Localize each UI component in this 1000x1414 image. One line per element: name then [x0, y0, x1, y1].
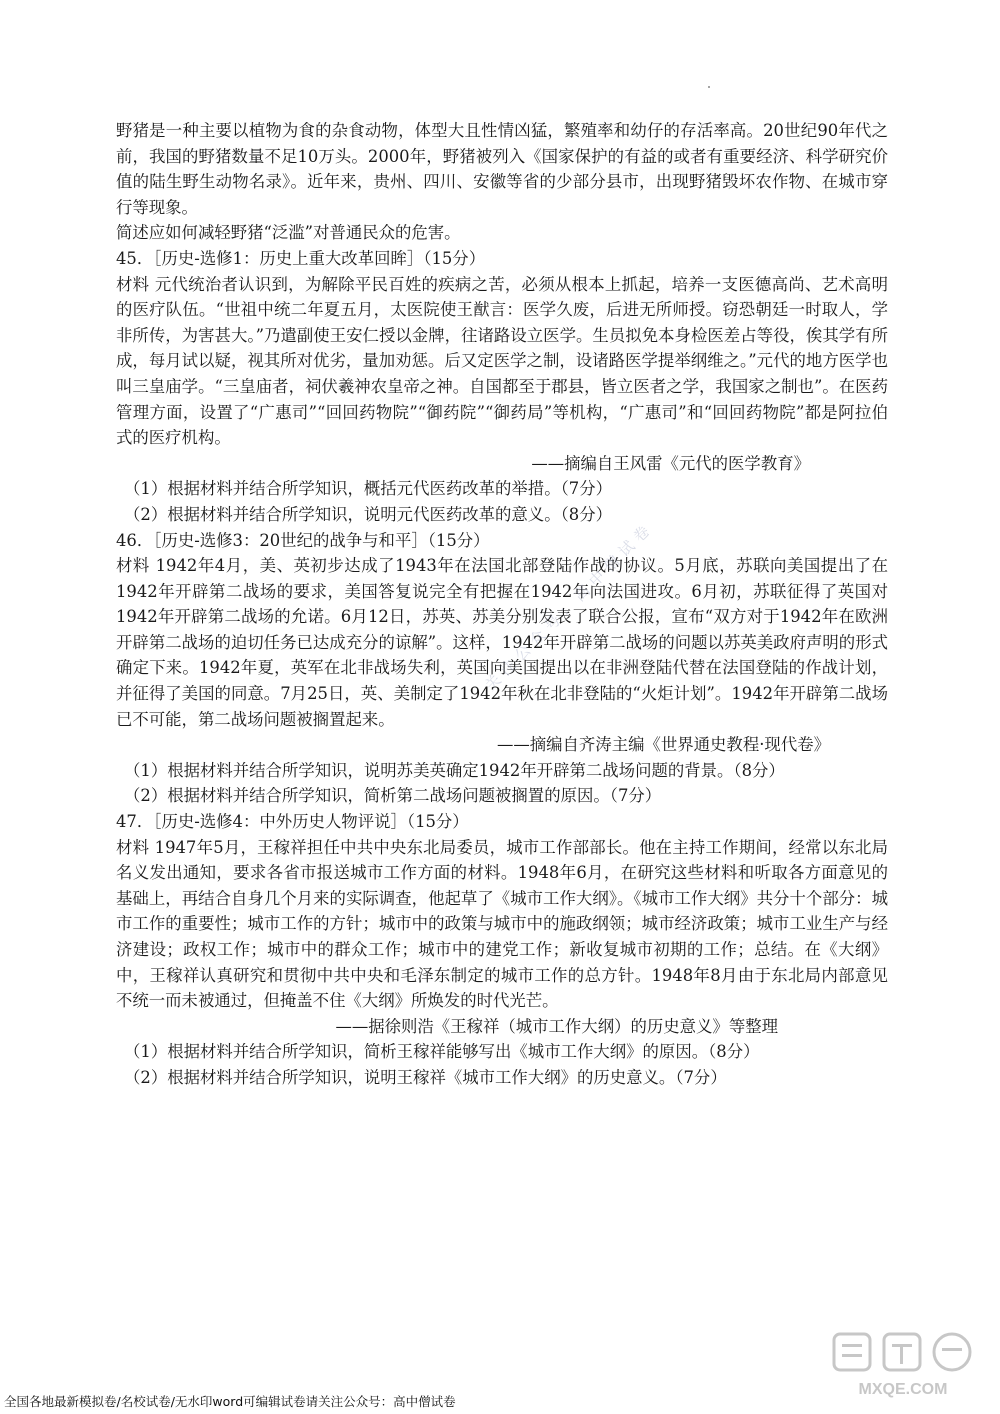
q45-subquestion-2: （2）根据材料并结合所学知识，说明元代医药改革的意义。（8分） [124, 504, 612, 524]
q47-heading: 47．［历史-选修4：中外历史人物评说］（15分） [116, 812, 469, 832]
intro-paragraph: 野猪是一种主要以植物为食的杂食动物，体型大且性情凶猛，繁殖率和幼仔的存活率高。20世纪90年代之前，我国的野猪数量不足10万头。2000年，野猪被列入《国家保护的有益的或者有重要经济、科学研究价值的陆生野生动物名录》。近年来，贵州、四川、安徽等省的少部分县市，出现野猪毁坏农作物、在城市穿行等现象。 [116, 121, 888, 217]
q46-heading: 46．［历史-选修3：20世纪的战争与和平］（15分） [116, 530, 490, 550]
logo-domain-text: MXQE.COM [858, 1381, 948, 1398]
mxqe-logo [828, 1328, 978, 1402]
q45-heading: 45．［历史-选修1：历史上重大改革回眸］（15分） [116, 248, 486, 268]
q46-source: ——摘编自齐涛主编《世界通史教程·现代卷》 [496, 735, 830, 755]
footer-notice: 全国各地最新模拟卷/名校试卷/无水印word可编辑试卷请关注公众号：高中僧试卷 [4, 1394, 456, 1409]
scan-speck [708, 86, 710, 88]
q46-subquestion-2: （2）根据材料并结合所学知识，简析第二战场问题被搁置的原因。（7分） [124, 786, 662, 806]
q47-source: ——据徐则浩《王稼祥（城市工作大纲）的历史意义》等整理 [335, 1016, 778, 1036]
q47-material: 材料 1947年5月，王稼祥担任中共中央东北局委员，城市工作部部长。他在主持工作期间，经常以东北局名义发出通知，要求各省市报送城市工作方面的材料。1948年6月，在研究这些材料和听取各方面意见的基础上，再结合自身几个月来的实际调查，他起草了《城市工作大纲》。《城市工作大纲》共分十个部分：城市工作的重要性；城市工作的方针；城市中的政策与城市中的施政纲领；城市经济政策；城市工业生产与经济建设；政权工作；城市中的群众工作；城市中的建党工作；新收复城市初期的工作；总结。在《大纲》中，王稼祥认真研究和贯彻中共中央和毛泽东制定的城市工作的总方针。1948年8月由于东北局内部意见不统一而未被通过，但掩盖不住《大纲》所焕发的时代光芒。 [116, 837, 888, 1011]
q46-material: 材料 1942年4月，美、英初步达成了1943年在法国北部登陆作战的协议。5月底，苏联向美国提出了在1942年开辟第二战场的要求，美国答复说完全有把握在1942年向法国进攻。6月初，苏联征得了英国对1942年开辟第二战场的允诺。6月12日，苏英、苏美分别发表了联合公报，宣布“双方对于1942年在欧洲开辟第二战场的迫切任务已达成充分的谅解”。这样，1942年开辟第二战场的问题以苏英美政府声明的形式确定下来。1942年夏，英军在北非战场失利，英国向美国提出以在非洲登陆代替在法国登陆的作战计划，并征得了美国的同意。7月25日，英、美制定了1942年秋在北非登陆的“火炬计划”。1942年开辟第二战场已不可能，第二战场问题被搁置起来。 [116, 556, 888, 729]
q45-material: 材料 元代统治者认识到，为解除平民百姓的疾病之苦，必须从根本上抓起，培养一支医德高尚、艺术高明的医疗队伍。“世祖中统二年夏五月，太医院使王猷言：医学久废，后进无所师授。窃恐朝廷一时取人，学非所传，为害甚大。”乃遣副使王安仁授以金牌，往诸路设立医学。生员拟免本身检医差占等役，俟其学有所成，每月试以疑，视其所对优劣，量加劝惩。后又定医学之制，设诸路医学提举纲维之。”元代的地方医学也叫三皇庙学。“三皇庙者，祠伏羲神农皇帝之神。自国都至于郡县，皆立医者之学，我国家之制也”。在医药管理方面，设置了“广惠司”“回回药物院”“御药院”“御药局”等机构，“广惠司”和“回回药物院”都是阿拉伯式的医疗机构。 [116, 274, 888, 448]
q47-subquestion-1: （1）根据材料并结合所学知识，简析王稼祥能够写出《城市工作大纲》的原因。（8分） [124, 1042, 760, 1062]
diagonal-watermark: 关注公众号：高中僧试卷 [481, 518, 658, 695]
q47-subquestion-2: （2）根据材料并结合所学知识，说明王稼祥《城市工作大纲》的历史意义。（7分） [124, 1067, 727, 1087]
q45-subquestion-1: （1）根据材料并结合所学知识，概括元代医药改革的举措。（7分） [124, 479, 612, 499]
intro-question: 简述应如何减轻野猪“泛滥”对普通民众的危害。 [116, 223, 461, 243]
exam-page [116, 118, 888, 1091]
q45-source: ——摘编自王风雷《元代的医学教育》 [531, 453, 810, 473]
q46-subquestion-1: （1）根据材料并结合所学知识，说明苏美英确定1942年开辟第二战场问题的背景。（8分） [124, 760, 785, 780]
